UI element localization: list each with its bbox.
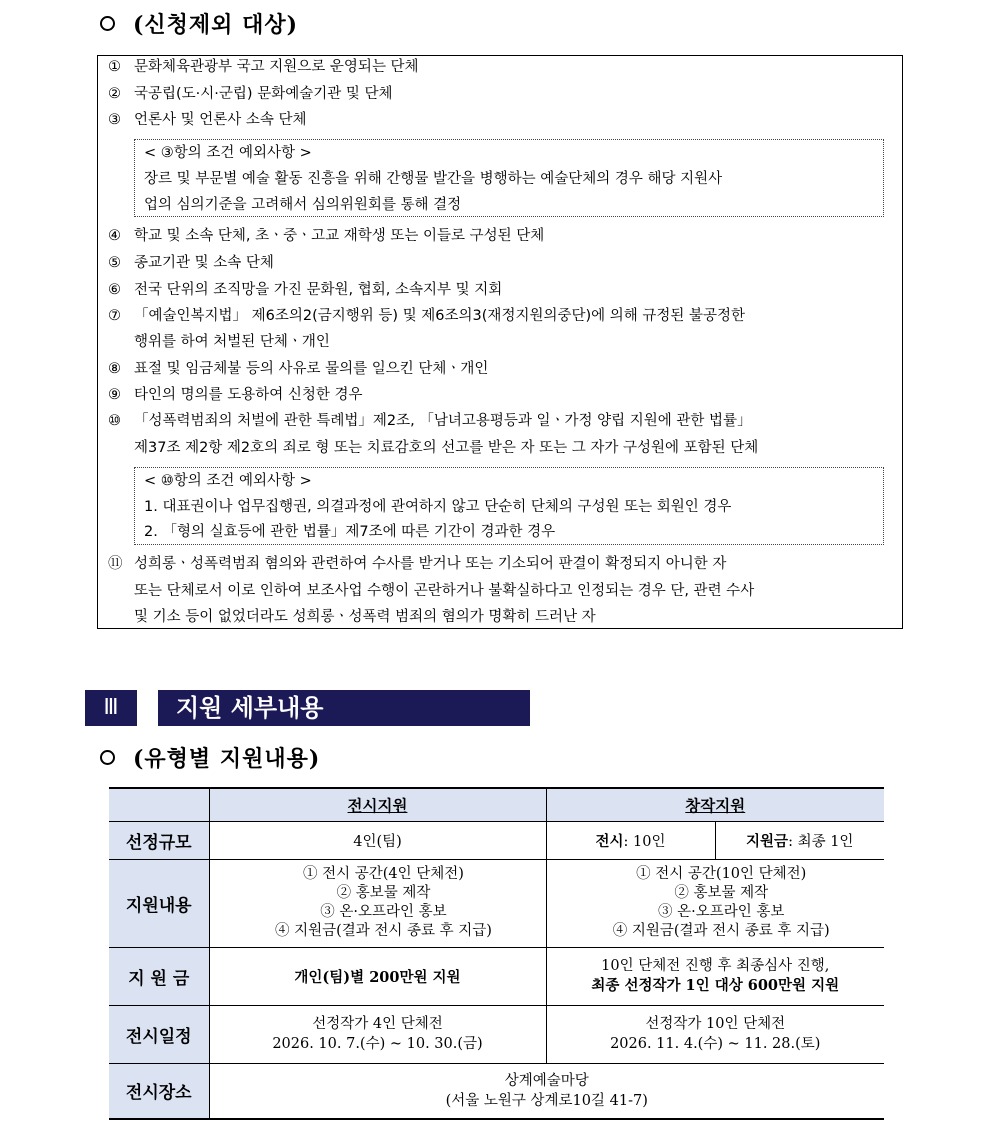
- list-item-continued: 또는 단체로서 이로 인하여 보조사업 수행이 곤란하거나 불확실하다고 인정되는 경우 단, 관련 수사: [134, 583, 755, 599]
- list-item: ② 국공립(도·시·군립) 문화예술기관 및 단체: [108, 86, 393, 102]
- list-item: ③ 언론사 및 언론사 소속 단체: [108, 112, 307, 128]
- support-heading: (유형별 지원내용): [100, 742, 320, 773]
- list-item-continued: 및 기소 등이 없었더라도 성희롱ㆍ성폭력 범죄의 혐의가 명확히 드러난 자: [134, 609, 596, 625]
- list-item-continued: 제37조 제2항 제2호의 죄로 형 또는 치료감호의 선고를 받은 자 또는 그 자가 구성원에 포함된 단체: [134, 440, 759, 456]
- table-cell: 개인(팀)별 200만원 지원: [209, 947, 546, 1005]
- table-cell: 선정작가 4인 단체전 2026. 10. 7.(수) ~ 10. 30.(금): [209, 1005, 546, 1063]
- exception-text: 1. 대표권이나 업무집행권, 의결과정에 관여하지 않고 단순히 단체의 구성원 또는 회원인 경우: [144, 499, 732, 515]
- column-header-exhibit: 전시지원: [209, 788, 546, 821]
- table-cell: ① 전시 공간(4인 단체전) ② 홍보물 제작 ③ 온·오프라인 홍보 ④ 지원금(결과 전시 종료 후 지급): [209, 859, 546, 947]
- list-item: ⑤ 종교기관 및 소속 단체: [108, 255, 274, 271]
- table-row: [109, 859, 884, 947]
- exception-text: 업의 심의기준을 고려해서 심의위원회를 통해 결정: [144, 197, 462, 213]
- table-corner: [109, 788, 209, 821]
- section-number: Ⅲ: [85, 690, 137, 726]
- table-row: [109, 947, 884, 1005]
- row-header: 전시일정: [109, 1005, 209, 1063]
- table-cell: 지원금: 최종 1인: [715, 821, 884, 859]
- table-cell: 4인(팀): [209, 821, 546, 859]
- table-cell: 상계예술마당 (서울 노원구 상계로10길 41-7): [209, 1063, 884, 1119]
- list-item: ⑪ 성희롱ㆍ성폭력범죄 혐의와 관련하여 수사를 받거나 또는 기소되어 판결이 확정되지 아니한 자: [108, 556, 727, 572]
- circle-bullet-icon: [100, 750, 115, 765]
- table-cell: ① 전시 공간(10인 단체전) ② 홍보물 제작 ③ 온·오프라인 홍보 ④ 지원금(결과 전시 종료 후 지급): [546, 859, 884, 947]
- exception-text: 장르 및 부문별 예술 활동 진흥을 위해 간행물 발간을 병행하는 예술단체의 경우 해당 지원사: [144, 171, 723, 187]
- exclusion-heading: (신청제외 대상): [100, 8, 298, 39]
- list-item: ⑧ 표절 및 임금체불 등의 사유로 물의를 일으킨 단체ㆍ개인: [108, 361, 489, 377]
- table-cell: 전시: 10인: [546, 821, 715, 859]
- table-row: [109, 1005, 884, 1063]
- list-item: ④ 학교 및 소속 단체, 초ㆍ중ㆍ고교 재학생 또는 이들로 구성된 단체: [108, 228, 545, 244]
- list-item: ⑩ 「성폭력범죄의 처벌에 관한 특례법」제2조, 「남녀고용평등과 일ㆍ가정 양립 지원에 관한 법률」: [108, 413, 752, 429]
- list-item: ① 문화체육관광부 국고 지원으로 운영되는 단체: [108, 59, 419, 75]
- table-cell: 선정작가 10인 단체전 2026. 11. 4.(수) ~ 11. 28.(토): [546, 1005, 884, 1063]
- exception-title: < ③항의 조건 예외사항 >: [144, 145, 312, 161]
- circle-bullet-icon: [100, 16, 115, 31]
- list-item-continued: 행위를 하여 처벌된 단체ㆍ개인: [134, 334, 330, 350]
- row-header: 선정규모: [109, 821, 209, 859]
- row-header: 전시장소: [109, 1063, 209, 1119]
- table-row: [109, 821, 884, 859]
- table-row: [109, 1063, 884, 1119]
- section-title: 지원 세부내용: [158, 690, 530, 726]
- table-row: [109, 788, 884, 821]
- list-item: ⑥ 전국 단위의 조직망을 가진 문화원, 협회, 소속지부 및 지회: [108, 282, 503, 298]
- table-cell: 10인 단체전 진행 후 최종심사 진행, 최종 선정작가 1인 대상 600만원 지원: [546, 947, 884, 1005]
- exception-title: < ⑩항의 조건 예외사항 >: [144, 473, 312, 489]
- list-item: ⑨ 타인의 명의를 도용하여 신청한 경우: [108, 387, 363, 403]
- support-table: [109, 787, 884, 1120]
- exception-text: 2. 「형의 실효등에 관한 법률」제7조에 따른 기간이 경과한 경우: [144, 524, 556, 540]
- row-header: 지원내용: [109, 859, 209, 947]
- list-item: ⑦ 「예술인복지법」 제6조의2(금지행위 등) 및 제6조의3(재정지원의중단)에 의해 규정된 불공정한: [108, 308, 746, 324]
- row-header: 지 원 금: [109, 947, 209, 1005]
- column-header-create: 창작지원: [546, 788, 884, 821]
